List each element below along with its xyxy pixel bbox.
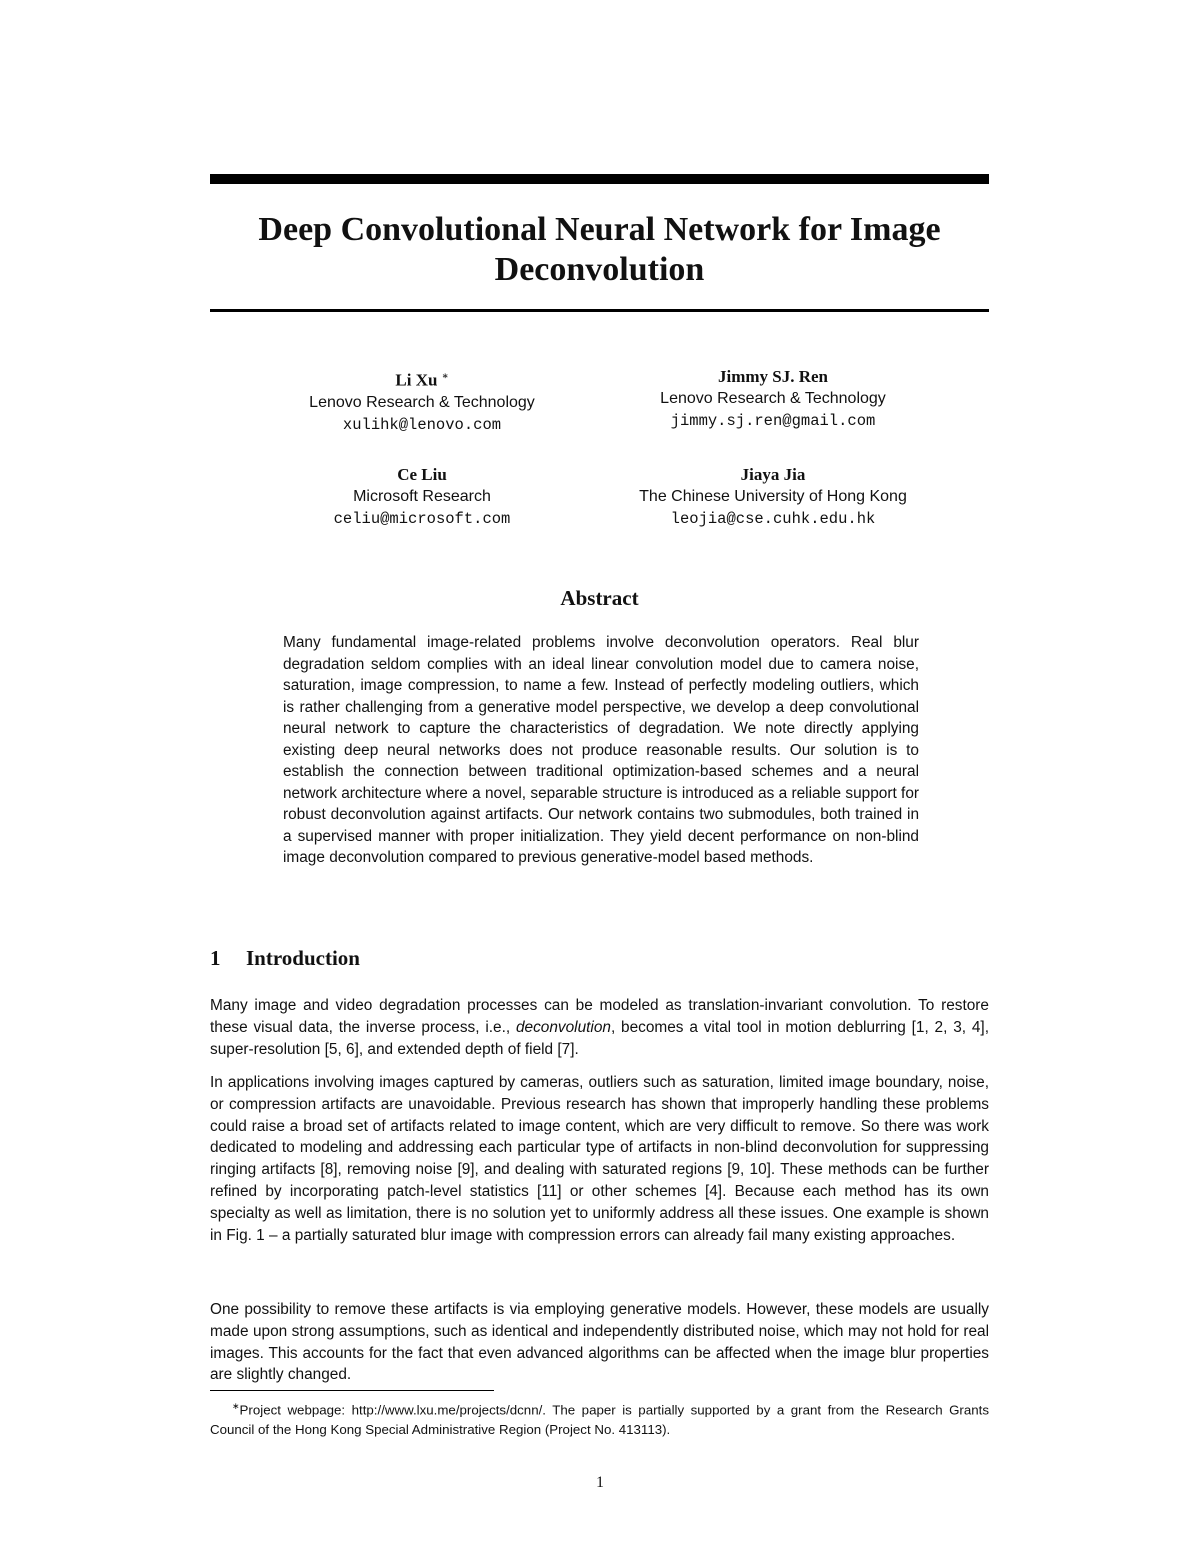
author-block bbox=[573, 464, 973, 530]
title-bottom-rule bbox=[210, 309, 989, 312]
title-line-2: Deconvolution bbox=[494, 251, 705, 288]
author-affiliation: Lenovo Research & Technology bbox=[309, 393, 535, 411]
author-name: Li Xu bbox=[395, 370, 438, 390]
intro-paragraph-3: One possibility to remove these artifacts is via employing generative models. However, these models are usually made upon strong assumptions, such as identical and independently distributed noise, which may not hold for real images. This accounts for the fact that even advanced algorithms can be affected when the image blur properties are slightly changed. bbox=[210, 1301, 989, 1384]
author-affiliation: Lenovo Research & Technology bbox=[660, 390, 886, 407]
paper-title bbox=[210, 210, 989, 290]
footnote-mark: ∗ bbox=[232, 1401, 240, 1411]
emphasis-deconvolution: deconvolution bbox=[515, 1018, 611, 1036]
author-block bbox=[222, 464, 622, 530]
author-email: jimmy.sj.ren@gmail.com bbox=[670, 412, 876, 430]
footnote-rule bbox=[210, 1390, 494, 1391]
footnote bbox=[210, 1396, 989, 1440]
author-name: Ce Liu bbox=[397, 465, 447, 484]
author-name: Jiaya Jia bbox=[740, 465, 806, 484]
intro-paragraph-1: Many image and video degradation processes can be modeled as translation-invariant convolution. To restore these visual data, the inverse process, i.e., deconvolution, becomes a vital tool in motion deblurring [1, 2, 3, 4], super-resolution [5, 6], and extended depth of field [7]. bbox=[210, 997, 989, 1058]
author-block bbox=[222, 366, 622, 436]
author-email: celiu@microsoft.com bbox=[333, 510, 511, 528]
section-heading bbox=[210, 946, 360, 971]
section-title: Introduction bbox=[246, 946, 360, 970]
page-number: 1 bbox=[596, 1474, 604, 1491]
footnote-text: Project webpage: http://www.lxu.me/projects/dcnn/. The paper is partially supported by a grant from the Research Grants Council of the Hong Kong Special Administrative Region (Project No. 413113). bbox=[210, 1402, 989, 1438]
abstract-heading: Abstract bbox=[560, 586, 639, 610]
abstract-text: Many fundamental image-related problems involve deconvolution operators. Real blur degradation seldom complies with an ideal linear convolution model due to camera noise, saturation, image compression, to name a few. Instead of perfectly modeling outliers, which is rather challenging from a generative model perspective, we develop a deep convolutional neural network to capture the characteristics of degradation. We note directly applying existing deep neural networks does not produce reasonable results. Our solution is to establish the connection between traditional optimization-based schemes and a neural network architecture where a novel, separable structure is introduced as a reliable support for robust deconvolution against artifacts. Our network contains two submodules, both trained in a supervised manner with proper initialization. They yield decent performance on non-blind image deconvolution compared to previous generative-model based methods. bbox=[283, 634, 919, 866]
author-affiliation: The Chinese University of Hong Kong bbox=[639, 488, 907, 505]
author-email: leojia@cse.cuhk.edu.hk bbox=[670, 510, 876, 528]
author-name: Jimmy SJ. Ren bbox=[717, 367, 829, 386]
section-number: 1 bbox=[210, 946, 221, 970]
author-footnote-mark: ∗ bbox=[441, 371, 449, 382]
title-line-1: Deep Convolutional Neural Network for Image bbox=[258, 211, 941, 248]
author-affiliation: Microsoft Research bbox=[353, 488, 491, 505]
author-email: xulihk@lenovo.com bbox=[342, 415, 502, 434]
author-block bbox=[573, 366, 973, 432]
title-top-rule bbox=[210, 174, 989, 184]
intro-paragraph-2: In applications involving images captured by cameras, outliers such as saturation, limited image boundary, noise, or compression artifacts are unavoidable. Previous research has shown that improperly handling these problems could raise a broad set of artifacts related to image content, which are very difficult to remove. So there was work dedicated to modeling and addressing each particular type of artifacts in non-blind deconvolution for suppressing ringing artifacts [8], removing noise [9], and dealing with saturated regions [9, 10]. These methods can be further refined by incorporating patch-level statistics [11] or other schemes [4]. Because each method has its own specialty as well as limitation, there is no solution yet to uniformly address all these issues. One example is shown in Fig. 1 – a partially saturated blur image with compression errors can already fail many existing approaches. bbox=[210, 1074, 989, 1244]
